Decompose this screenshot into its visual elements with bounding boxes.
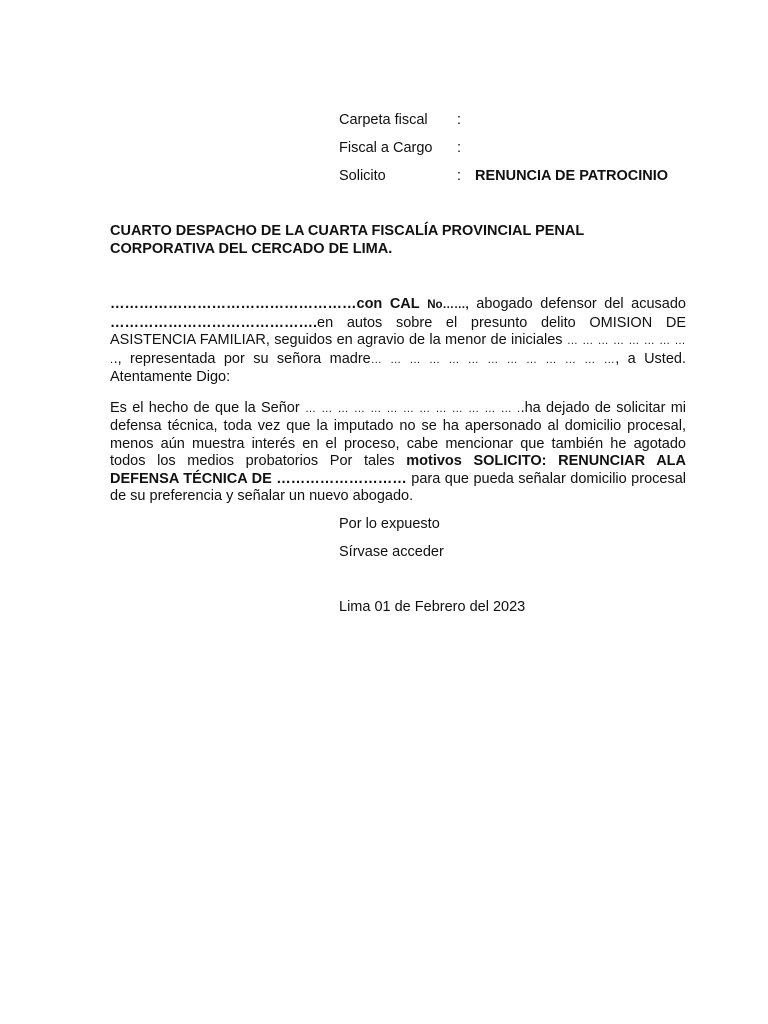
carpeta-label: Carpeta fiscal — [339, 112, 428, 128]
solicito-colon: : — [457, 168, 462, 184]
senor-blank: … … … … … … … … … … … … … . — [305, 402, 521, 415]
intro-text-2: en autos sobre el presunto delito OMISION DE ASISTENCIA FAMILIAR, seguidos en agravio de la menor de iniciales — [110, 314, 686, 348]
acusado-blank: ……………………………………. — [110, 314, 318, 331]
iniciales-blank: … … … … … … … … . — [110, 335, 686, 366]
solicito-value: RENUNCIA DE PATROCINIO — [475, 168, 669, 184]
facts-text-2: .ha dejado de solicitar mi defensa técnica, toda vez que la imputado no se ha apersonado al domicilio procesal, menos aún muestra interés en el proceso, cabe mencionar que también he agotado todos los medios probatorios Por tales — [110, 399, 686, 469]
header-row-fiscal — [339, 140, 668, 168]
intro-text-4: , a Usted. Atentamente Digo: — [110, 350, 686, 385]
solicito-label: Solicito — [339, 168, 386, 184]
con-cal-label: con CAL — [356, 296, 420, 312]
name-blank: …………………………………………… — [110, 296, 357, 312]
intro-text-3: ., representada por su señora madre — [113, 350, 371, 367]
closing-block — [339, 516, 444, 572]
closing-line-1: Por lo expuesto — [339, 516, 440, 532]
closing-line-2: Sírvase acceder — [339, 544, 444, 560]
facts-text-1: Es el hecho de que la Señor — [110, 399, 305, 416]
facts-request-bold: motivos SOLICITO: RENUNCIAR ALA DEFENSA TÉCNICA DE ……………………… — [110, 453, 686, 487]
document-body — [110, 296, 686, 506]
cal-number-blank: No……, — [427, 299, 469, 311]
header-row-carpeta — [339, 112, 668, 140]
madre-blank: … … … … … … … … … … … … … — [370, 353, 616, 366]
paragraph-facts — [110, 400, 686, 506]
header-row-solicito — [339, 168, 668, 196]
document-header — [339, 112, 668, 196]
fiscal-label: Fiscal a Cargo — [339, 140, 433, 156]
intro-text-1: abogado defensor del acusado — [468, 296, 687, 312]
recipient-heading: CUARTO DESPACHO DE LA CUARTA FISCALÍA PROVINCIAL PENAL CORPORATIVA DEL CERCADO DE LIMA. — [110, 223, 584, 257]
fiscal-colon: : — [457, 140, 462, 156]
carpeta-colon: : — [457, 112, 462, 128]
document-date: Lima 01 de Febrero del 2023 — [339, 599, 526, 615]
paragraph-intro — [110, 296, 686, 387]
facts-text-3: para que pueda señalar domicilio procesal de su preferencia y señalar un nuevo abogado. — [110, 470, 686, 504]
